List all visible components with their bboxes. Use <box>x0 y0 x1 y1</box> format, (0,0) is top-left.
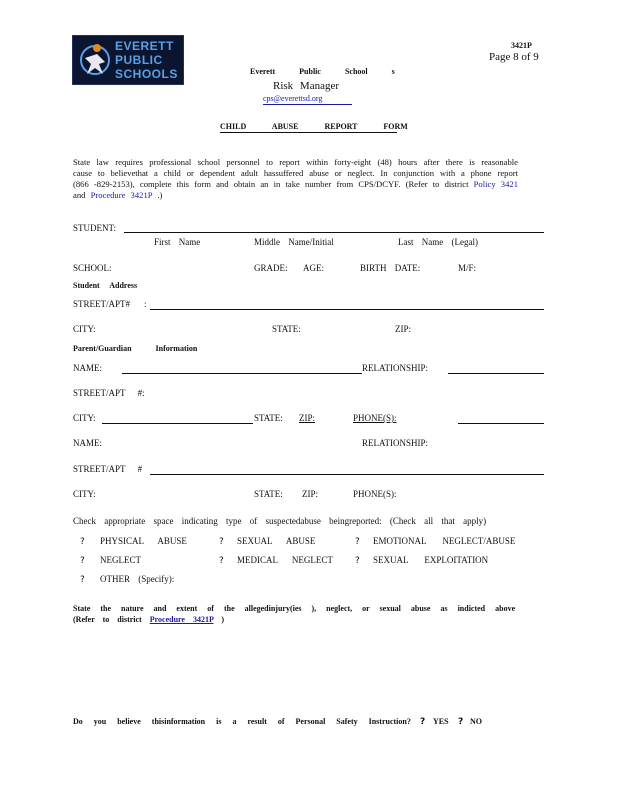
intro-paragraph: State law requires professional school personnel to report within forty-eight (48) hours after there is reasonable cause to believethat a child or dependent adult hassuffered abuse or neglect. In conjunction with a phone report (866 -829-2153), complete this form and obtain an in take number from CPS/DCYF. (Refer to district Policy 3421 and Procedure 3421P .) <box>73 157 518 200</box>
grade-label: GRADE: <box>254 263 288 273</box>
email-link[interactable]: cps@everettsd.org <box>263 94 323 103</box>
emotional-neglect-label: EMOTIONAL NEGLECT/ABUSE <box>373 536 516 546</box>
checkbox-emotional-neglect[interactable]: ? <box>355 537 360 547</box>
checkbox-physical-abuse[interactable]: ? <box>80 537 85 547</box>
guardian2-zip-label: ZIP: <box>302 489 319 499</box>
first-name-caption: First Name <box>154 237 201 247</box>
email-underline <box>263 104 352 105</box>
other-label: OTHER (Specify): <box>100 574 175 584</box>
neglect-label: NEGLECT <box>100 555 141 565</box>
checkbox-neglect[interactable]: ? <box>80 556 85 566</box>
page-number: Page 8 of 9 <box>489 51 539 63</box>
school-label: SCHOOL: <box>73 263 112 273</box>
guardian-name-field[interactable] <box>122 373 362 374</box>
street-field[interactable] <box>150 309 544 310</box>
physical-abuse-label: PHYSICAL ABUSE <box>100 536 187 546</box>
guardian2-street-field[interactable] <box>150 474 544 475</box>
checkbox-other[interactable]: ? <box>80 575 85 585</box>
birth-date-label: BIRTH DATE: <box>360 263 421 273</box>
mf-label: M/F: <box>458 263 477 273</box>
abuse-type-instruction: Check appropriate space indicating type of suspectedabuse beingreported: (Check all that apply) <box>73 516 487 526</box>
guardian-name-label: NAME: <box>73 363 102 373</box>
doc-code: 3421P <box>511 41 532 50</box>
nature-procedure-link[interactable]: Procedure 3421P <box>149 615 214 624</box>
student-address-heading: Student Address <box>73 281 138 290</box>
dept-name: Risk Manager <box>273 80 340 92</box>
relationship2-label: RELATIONSHIP: <box>362 438 429 448</box>
relationship-label: RELATIONSHIP: <box>362 363 429 373</box>
checkbox-no[interactable]: ? <box>458 717 464 727</box>
guardian-city-field[interactable] <box>102 423 253 424</box>
sexual-exploitation-label: SEXUAL EXPLOITATION <box>373 555 489 565</box>
street-label: STREET/APT# <box>73 299 131 309</box>
relationship-field[interactable] <box>448 373 544 374</box>
policy-link[interactable]: Policy 3421 <box>473 179 518 189</box>
no-label: NO <box>470 717 482 726</box>
checkbox-medical-neglect[interactable]: ? <box>219 556 224 566</box>
medical-neglect-label: MEDICAL NEGLECT <box>237 555 333 565</box>
state-label: STATE: <box>272 324 301 334</box>
guardian-city-label: CITY: <box>73 413 96 423</box>
logo-line-1: EVERETT <box>115 39 174 53</box>
personal-safety-question: Do you believe thisinformation is a result of Personal Safety Instruction? <box>73 717 411 726</box>
guardian-phone-field[interactable] <box>458 423 544 424</box>
guardian-zip-label: ZIP: <box>299 413 316 423</box>
guardian2-phone-label: PHONE(S): <box>353 489 397 499</box>
nature-refer: (Refer to district Procedure 3421P ) <box>73 615 225 624</box>
checkbox-sexual-abuse[interactable]: ? <box>219 537 224 547</box>
nature-prompt: State the nature and extent of the allegedinjury(ies ), neglect, or sexual abuse as indicted above <box>73 604 516 613</box>
guardian2-street-label: STREET/APT # <box>73 464 143 474</box>
checkbox-yes[interactable]: ? <box>420 717 426 727</box>
procedure-link[interactable]: Procedure 3421P <box>90 190 153 200</box>
title-underline <box>220 132 397 133</box>
logo-line-2: PUBLIC <box>115 53 163 67</box>
guardian-phone-label: PHONE(S): <box>353 413 397 423</box>
student-figure-icon <box>75 38 115 82</box>
guardian2-state-label: STATE: <box>254 489 283 499</box>
form-title: CHILD ABUSE REPORT FORM <box>220 122 408 131</box>
age-label: AGE: <box>303 263 324 273</box>
checkbox-sexual-exploitation[interactable]: ? <box>355 556 360 566</box>
district-logo <box>72 35 184 85</box>
street-colon: : <box>144 299 147 309</box>
zip-label: ZIP: <box>395 324 412 334</box>
guardian-street-label: STREET/APT #: <box>73 388 145 398</box>
middle-name-caption: Middle Name/Initial <box>254 237 334 247</box>
student-field[interactable] <box>124 232 544 233</box>
sexual-abuse-label: SEXUAL ABUSE <box>237 536 316 546</box>
guardian-heading: Parent/Guardian Information <box>73 344 198 353</box>
city-label: CITY: <box>73 324 96 334</box>
guardian-state-label: STATE: <box>254 413 283 423</box>
student-label: STUDENT: <box>73 223 117 233</box>
logo-line-3: SCHOOLS <box>115 67 178 81</box>
guardian2-name-label: NAME: <box>73 438 102 448</box>
last-name-caption: Last Name (Legal) <box>398 237 478 247</box>
yes-label: YES <box>433 717 449 726</box>
guardian2-city-label: CITY: <box>73 489 96 499</box>
org-name: Everett Public School s <box>250 67 395 76</box>
